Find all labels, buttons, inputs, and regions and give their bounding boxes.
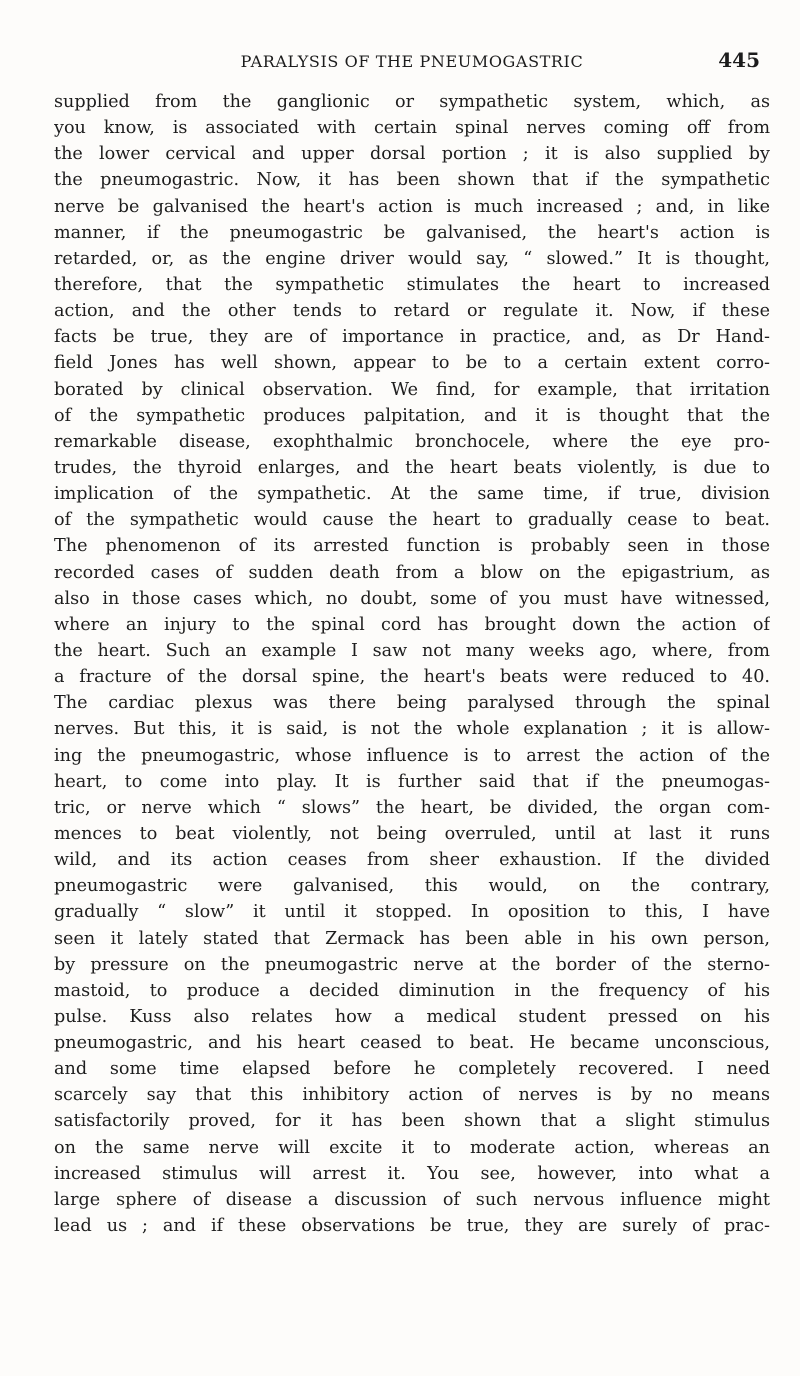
text-line: the pneumogastric. Now, it has been shown that if the sympathetic [54, 170, 770, 191]
text-line: increased stimulus will arrest it. You see, however, into what a [54, 1163, 770, 1184]
text-line: mences to beat violently, not being overruled, until at last it runs [54, 823, 770, 844]
text-line: of the sympathetic produces palpitation, and it is thought that the [54, 405, 770, 426]
text-line: wild, and its action ceases from sheer exhaustion. If the divided [54, 850, 770, 871]
page-header [54, 46, 770, 80]
text-line: a fracture of the dorsal spine, the heart's beats were reduced to 40. [54, 667, 770, 688]
text-line: gradually “ slow” it until it stopped. In oposition to this, I have [54, 902, 770, 923]
text-line: scarcely say that this inhibitory action of nerves is by no means [54, 1085, 770, 1106]
text-line: nerve be galvanised the heart's action is much increased ; and, in like [54, 196, 770, 217]
text-line: nerves. But this, it is said, is not the whole explanation ; it is allow- [54, 719, 770, 740]
text-line: satisfactorily proved, for it has been shown that a slight stimulus [54, 1111, 770, 1132]
text-line: of the sympathetic would cause the heart to gradually cease to beat. [54, 510, 770, 531]
text-line: tric, or nerve which “ slows” the heart, be divided, the organ com- [54, 797, 770, 818]
text-line: borated by clinical observation. We find, for example, that irritation [54, 379, 770, 400]
text-line: implication of the sympathetic. At the same time, if true, division [54, 484, 770, 505]
running-head: PARALYSIS OF THE PNEUMOGASTRIC [240, 52, 584, 71]
text-line: also in those cases which, no doubt, some of you must have witnessed, [54, 588, 770, 609]
text-line: remarkable disease, exophthalmic bronchocele, where the eye pro- [54, 431, 770, 452]
text-line: large sphere of disease a discussion of such nervous influence might [54, 1189, 770, 1210]
text-line: by pressure on the pneumogastric nerve at the border of the sterno- [54, 954, 770, 975]
text-line: The cardiac plexus was there being paralysed through the spinal [54, 693, 770, 714]
text-line: trudes, the thyroid enlarges, and the heart beats violently, is due to [54, 457, 770, 478]
text-line: you know, is associated with certain spinal nerves coming off from [54, 118, 770, 139]
text-line: manner, if the pneumogastric be galvanised, the heart's action is [54, 222, 770, 243]
text-line: lead us ; and if these observations be true, they are surely of prac- [54, 1216, 770, 1237]
text-line: retarded, or, as the engine driver would say, “ slowed.” It is thought, [54, 248, 770, 269]
body-text [54, 89, 770, 1239]
text-line: the lower cervical and upper dorsal portion ; it is also supplied by [54, 144, 770, 165]
text-line: The phenomenon of its arrested function is probably seen in those [54, 536, 770, 557]
text-line: therefore, that the sympathetic stimulates the heart to increased [54, 274, 770, 295]
text-line: the heart. Such an example I saw not many weeks ago, where, from [54, 640, 770, 661]
text-line: pulse. Kuss also relates how a medical student pressed on his [54, 1006, 770, 1027]
text-line: supplied from the ganglionic or sympathetic system, which, as [54, 92, 770, 112]
text-line: on the same nerve will excite it to moderate action, whereas an [54, 1137, 770, 1158]
text-line: pneumogastric, and his heart ceased to beat. He became unconscious, [54, 1033, 770, 1054]
text-line: heart, to come into play. It is further said that if the pneumogas- [54, 771, 770, 792]
text-line: and some time elapsed before he completely recovered. I need [54, 1059, 770, 1080]
text-line: seen it lately stated that Zermack has been able in his own person, [54, 928, 770, 949]
text-line: facts be true, they are of importance in practice, and, as Dr Hand- [54, 327, 770, 348]
text-line: mastoid, to produce a decided diminution in the frequency of his [54, 980, 770, 1001]
text-line: ing the pneumogastric, whose influence is to arrest the action of the [54, 745, 770, 766]
text-line: where an injury to the spinal cord has brought down the action of [54, 614, 770, 635]
text-line: action, and the other tends to retard or regulate it. Now, if these [54, 301, 770, 322]
text-line: field Jones has well shown, appear to be to a certain extent corro- [54, 353, 770, 374]
page-number: 445 [718, 48, 760, 72]
text-line: recorded cases of sudden death from a blow on the epigastrium, as [54, 562, 770, 583]
text-line: pneumogastric were galvanised, this would, on the contrary, [54, 876, 770, 897]
